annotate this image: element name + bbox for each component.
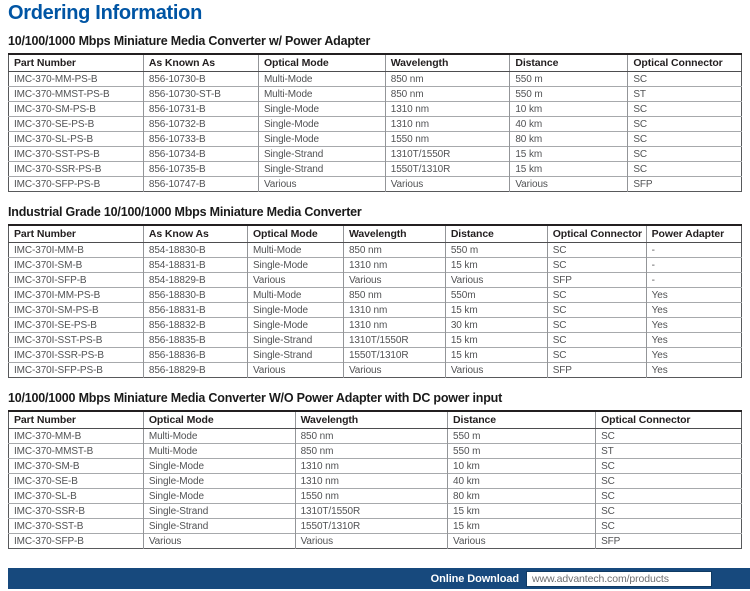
table-cell: 1310T/1550R: [385, 147, 510, 162]
table-cell: Yes: [646, 303, 741, 318]
table-cell: 854-18831-B: [143, 258, 247, 273]
table-cell: SC: [628, 72, 742, 87]
table-cell: SFP: [628, 177, 742, 192]
table-cell: 1550T/1310R: [385, 162, 510, 177]
table-cell: -: [646, 258, 741, 273]
ordering-table: [8, 53, 742, 192]
table-row: [9, 72, 742, 87]
table-cell: -: [646, 273, 741, 288]
table-cell: Various: [385, 177, 510, 192]
table-cell: IMC-370-SST-B: [9, 519, 144, 534]
table-cell: 15 km: [445, 333, 547, 348]
column-header: Distance: [510, 54, 628, 72]
table-cell: Various: [247, 363, 343, 378]
table-cell: SC: [547, 318, 646, 333]
table-row: [9, 333, 742, 348]
sections-container: [8, 34, 742, 549]
table-cell: IMC-370-SE-B: [9, 474, 144, 489]
table-cell: Single-Mode: [247, 303, 343, 318]
table-cell: 30 km: [445, 318, 547, 333]
table-row: [9, 162, 742, 177]
table-cell: 15 km: [510, 162, 628, 177]
table-cell: IMC-370-SFP-B: [9, 534, 144, 549]
table-cell: IMC-370I-SM-PS-B: [9, 303, 144, 318]
table-cell: Single-Mode: [258, 117, 385, 132]
table-cell: IMC-370-SE-PS-B: [9, 117, 144, 132]
table-cell: 1310T/1550R: [295, 504, 447, 519]
table-cell: IMC-370-SL-PS-B: [9, 132, 144, 147]
table-cell: SC: [628, 132, 742, 147]
table-cell: 850 nm: [295, 429, 447, 444]
table-cell: SC: [596, 504, 742, 519]
table-cell: 856-10731-B: [143, 102, 258, 117]
table-cell: 856-18829-B: [143, 363, 247, 378]
table-cell: IMC-370-MM-PS-B: [9, 72, 144, 87]
table-cell: 10 km: [510, 102, 628, 117]
column-header: Optical Mode: [247, 225, 343, 243]
table-cell: 856-10733-B: [143, 132, 258, 147]
table-cell: IMC-370I-SFP-PS-B: [9, 363, 144, 378]
column-header: As Know As: [143, 225, 247, 243]
table-cell: Various: [445, 273, 547, 288]
table-cell: 550m: [445, 288, 547, 303]
table-cell: IMC-370I-SFP-B: [9, 273, 144, 288]
table-cell: IMC-370-SL-B: [9, 489, 144, 504]
table-cell: IMC-370-MMST-PS-B: [9, 87, 144, 102]
table-cell: 854-18830-B: [143, 243, 247, 258]
table-row: [9, 177, 742, 192]
table-row: [9, 132, 742, 147]
table-cell: 15 km: [445, 348, 547, 363]
page-title: Ordering Information: [8, 2, 203, 24]
table-cell: Various: [510, 177, 628, 192]
table-cell: Various: [445, 363, 547, 378]
column-header: Power Adapter: [646, 225, 741, 243]
table-cell: Various: [247, 273, 343, 288]
table-cell: SFP: [596, 534, 742, 549]
table-cell: Yes: [646, 363, 741, 378]
table-cell: Multi-Mode: [247, 288, 343, 303]
table-cell: IMC-370I-MM-PS-B: [9, 288, 144, 303]
table-cell: Single-Mode: [143, 489, 295, 504]
table-cell: Various: [295, 534, 447, 549]
table-cell: IMC-370I-SST-PS-B: [9, 333, 144, 348]
table-row: [9, 303, 742, 318]
table-cell: Single-Strand: [247, 348, 343, 363]
table-cell: IMC-370-MM-B: [9, 429, 144, 444]
table-cell: SC: [596, 459, 742, 474]
table-cell: SC: [596, 519, 742, 534]
table-cell: IMC-370-MMST-B: [9, 444, 144, 459]
table-cell: Yes: [646, 348, 741, 363]
table-cell: 1310 nm: [295, 459, 447, 474]
table-row: [9, 444, 742, 459]
table-row: [9, 363, 742, 378]
table-cell: 1550 nm: [385, 132, 510, 147]
table-cell: 1310 nm: [385, 117, 510, 132]
table-cell: 1310 nm: [343, 303, 445, 318]
column-header: Distance: [448, 411, 596, 429]
table-cell: 15 km: [445, 303, 547, 318]
table-cell: 856-18831-B: [143, 303, 247, 318]
table-cell: Single-Strand: [258, 162, 385, 177]
table-cell: 15 km: [445, 258, 547, 273]
table-cell: IMC-370I-SSR-PS-B: [9, 348, 144, 363]
table-cell: Single-Strand: [143, 504, 295, 519]
table-cell: Yes: [646, 318, 741, 333]
table-cell: 550 m: [510, 87, 628, 102]
table-cell: 850 nm: [295, 444, 447, 459]
column-header: Part Number: [9, 411, 144, 429]
column-header: Optical Connector: [596, 411, 742, 429]
table-cell: Various: [448, 534, 596, 549]
header-row: [9, 54, 742, 72]
table-cell: IMC-370I-SM-B: [9, 258, 144, 273]
section-heading: 10/100/1000 Mbps Miniature Media Converter W/O Power Adapter with DC power input: [8, 391, 503, 405]
product-section: [8, 34, 742, 192]
table-row: [9, 243, 742, 258]
header-row: [9, 225, 742, 243]
table-row: [9, 348, 742, 363]
table-cell: SC: [547, 243, 646, 258]
header-row: [9, 411, 742, 429]
table-cell: 850 nm: [343, 243, 445, 258]
table-cell: Yes: [646, 288, 741, 303]
table-row: [9, 474, 742, 489]
table-cell: Single-Strand: [258, 147, 385, 162]
table-cell: Yes: [646, 333, 741, 348]
online-download-label: Online Download: [430, 572, 519, 585]
column-header: Part Number: [9, 54, 144, 72]
table-cell: 856-10734-B: [143, 147, 258, 162]
table-cell: 10 km: [448, 459, 596, 474]
table-cell: IMC-370I-SE-PS-B: [9, 318, 144, 333]
download-url-text[interactable]: www.advantech.com/products: [532, 572, 669, 585]
table-cell: ST: [596, 444, 742, 459]
section-heading: 10/100/1000 Mbps Miniature Media Converter w/ Power Adapter: [8, 34, 371, 48]
table-row: [9, 273, 742, 288]
table-cell: ST: [628, 87, 742, 102]
column-header: Optical Connector: [547, 225, 646, 243]
download-url-box[interactable]: [526, 571, 712, 587]
table-cell: SC: [596, 474, 742, 489]
table-cell: SC: [547, 258, 646, 273]
table-cell: 550 m: [445, 243, 547, 258]
table-row: [9, 489, 742, 504]
column-header: Optical Mode: [143, 411, 295, 429]
table-cell: 80 km: [510, 132, 628, 147]
table-cell: 1550 nm: [295, 489, 447, 504]
table-cell: 856-10735-B: [143, 162, 258, 177]
table-cell: 856-10730-ST-B: [143, 87, 258, 102]
table-row: [9, 258, 742, 273]
table-cell: IMC-370-SM-B: [9, 459, 144, 474]
table-cell: IMC-370-SST-PS-B: [9, 147, 144, 162]
table-cell: 850 nm: [385, 87, 510, 102]
column-header: Optical Connector: [628, 54, 742, 72]
table-row: [9, 429, 742, 444]
column-header: Wavelength: [385, 54, 510, 72]
table-cell: 550 m: [448, 429, 596, 444]
table-cell: SC: [596, 429, 742, 444]
column-header: Optical Mode: [258, 54, 385, 72]
table-cell: 854-18829-B: [143, 273, 247, 288]
footer-bar: [8, 568, 750, 589]
column-header: Wavelength: [295, 411, 447, 429]
table-cell: 856-18830-B: [143, 288, 247, 303]
table-cell: 550 m: [510, 72, 628, 87]
table-row: [9, 288, 742, 303]
table-cell: 1550T/1310R: [295, 519, 447, 534]
table-cell: IMC-370-SFP-PS-B: [9, 177, 144, 192]
table-cell: SC: [596, 489, 742, 504]
table-cell: Single-Strand: [247, 333, 343, 348]
table-cell: SC: [547, 333, 646, 348]
table-cell: 550 m: [448, 444, 596, 459]
table-cell: 15 km: [510, 147, 628, 162]
ordering-table: [8, 410, 742, 549]
table-cell: 856-10730-B: [143, 72, 258, 87]
table-cell: 850 nm: [385, 72, 510, 87]
table-cell: Various: [143, 534, 295, 549]
table-row: [9, 147, 742, 162]
table-cell: Single-Strand: [143, 519, 295, 534]
column-header: Wavelength: [343, 225, 445, 243]
table-cell: SC: [628, 147, 742, 162]
table-cell: Single-Mode: [143, 474, 295, 489]
table-row: [9, 459, 742, 474]
table-cell: Single-Mode: [258, 102, 385, 117]
table-cell: 856-18832-B: [143, 318, 247, 333]
table-cell: Various: [258, 177, 385, 192]
table-row: [9, 318, 742, 333]
table-cell: 1310 nm: [295, 474, 447, 489]
table-cell: 1310T/1550R: [343, 333, 445, 348]
product-section: [8, 391, 742, 549]
table-cell: SC: [547, 288, 646, 303]
table-cell: 856-10732-B: [143, 117, 258, 132]
table-cell: SFP: [547, 363, 646, 378]
table-row: [9, 534, 742, 549]
table-cell: SFP: [547, 273, 646, 288]
table-cell: Single-Mode: [247, 318, 343, 333]
table-cell: 856-10747-B: [143, 177, 258, 192]
table-cell: Single-Mode: [258, 132, 385, 147]
table-cell: 856-18835-B: [143, 333, 247, 348]
table-cell: Multi-Mode: [143, 444, 295, 459]
table-cell: SC: [628, 102, 742, 117]
table-cell: 1310 nm: [385, 102, 510, 117]
table-cell: 15 km: [448, 504, 596, 519]
table-cell: SC: [547, 303, 646, 318]
table-cell: SC: [628, 117, 742, 132]
column-header: Distance: [445, 225, 547, 243]
table-row: [9, 117, 742, 132]
table-cell: 1550T/1310R: [343, 348, 445, 363]
table-cell: Single-Mode: [247, 258, 343, 273]
table-cell: Various: [343, 273, 445, 288]
ordering-table: [8, 224, 742, 378]
table-cell: 80 km: [448, 489, 596, 504]
table-cell: 1310 nm: [343, 258, 445, 273]
table-cell: 40 km: [448, 474, 596, 489]
table-row: [9, 519, 742, 534]
table-cell: 856-18836-B: [143, 348, 247, 363]
table-cell: 15 km: [448, 519, 596, 534]
table-row: [9, 504, 742, 519]
table-cell: Multi-Mode: [247, 243, 343, 258]
table-cell: Multi-Mode: [258, 72, 385, 87]
table-cell: IMC-370I-MM-B: [9, 243, 144, 258]
section-heading: Industrial Grade 10/100/1000 Mbps Miniature Media Converter: [8, 205, 362, 219]
product-section: [8, 205, 742, 378]
table-cell: IMC-370-SM-PS-B: [9, 102, 144, 117]
table-cell: SC: [547, 348, 646, 363]
table-cell: Multi-Mode: [258, 87, 385, 102]
table-cell: 850 nm: [343, 288, 445, 303]
table-cell: IMC-370-SSR-PS-B: [9, 162, 144, 177]
table-cell: IMC-370-SSR-B: [9, 504, 144, 519]
table-cell: 1310 nm: [343, 318, 445, 333]
column-header: Part Number: [9, 225, 144, 243]
table-cell: SC: [628, 162, 742, 177]
table-cell: -: [646, 243, 741, 258]
column-header: As Known As: [143, 54, 258, 72]
table-row: [9, 102, 742, 117]
table-cell: 40 km: [510, 117, 628, 132]
table-cell: Various: [343, 363, 445, 378]
table-row: [9, 87, 742, 102]
table-cell: Single-Mode: [143, 459, 295, 474]
table-cell: Multi-Mode: [143, 429, 295, 444]
